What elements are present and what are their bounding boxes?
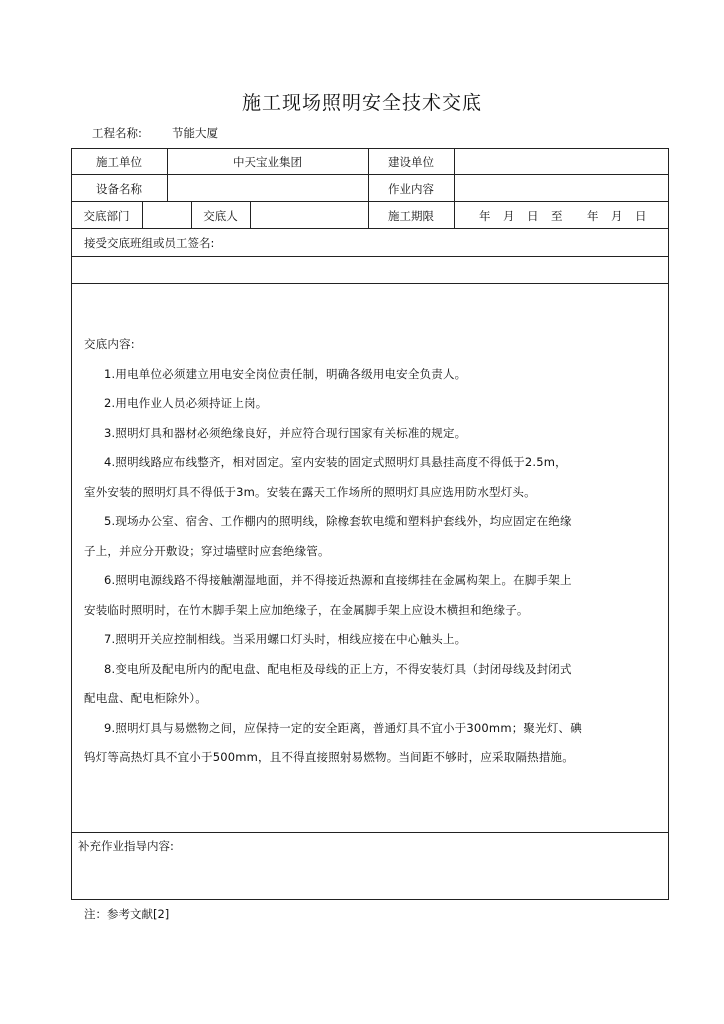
construction-unit-value: 中天宝业集团 [233, 155, 302, 169]
content-line: 1.用电单位必须建立用电安全岗位责任制，明确各级用电安全负责人。 [104, 366, 467, 381]
project-name-value: 节能大厦 [172, 126, 218, 140]
period-month-end: 月 [611, 209, 623, 223]
col-divider [454, 148, 455, 228]
content-line: 2.用电作业人员必须持证上岗。 [104, 396, 268, 410]
col-divider [142, 201, 143, 228]
supplement-label: 补充作业指导内容: [78, 839, 174, 853]
reference-note: 注：参考文献[2] [84, 907, 170, 921]
project-name-label: 工程名称: [92, 126, 142, 140]
period-month-start: 月 [503, 209, 515, 223]
content-line: 7.照明开关应控制相线。当采用螺口灯头时，相线应接在中心触头上。 [104, 632, 467, 646]
owner-unit-label: 建设单位 [388, 155, 434, 169]
handover-person-label: 交底人 [203, 209, 238, 223]
content-line: 室外安装的照明灯具不得低于3m。安装在露天工作场所的照明灯具应选用防水型灯头。 [84, 484, 536, 499]
construction-period-label: 施工期限 [388, 209, 434, 223]
signature-label: 接受交底班组或员工签名: [84, 236, 215, 250]
equipment-name-label: 设备名称 [96, 182, 142, 196]
row-divider [71, 832, 669, 833]
row-divider [71, 256, 669, 257]
period-to: 至 [551, 209, 563, 223]
col-divider [250, 201, 251, 228]
content-line: 钨灯等高热灯具不宜小于500mm，且不得直接照射易燃物。当间距不够时，应采取隔热措施。 [84, 750, 574, 764]
row-divider [71, 228, 669, 229]
row-divider [71, 201, 669, 202]
handover-content [84, 338, 644, 781]
content-line: 配电盘、配电柜除外）。 [84, 691, 207, 705]
content-line: 安装临时照明时，在竹木脚手架上应加绝缘子，在金属脚手架上应设木横担和绝缘子。 [84, 602, 529, 617]
content-lines [84, 368, 644, 781]
content-line: 3.照明灯具和器材必须绝缘良好，并应符合现行国家有关标准的规定。 [104, 425, 467, 440]
row-divider [71, 283, 669, 284]
work-content-label: 作业内容 [388, 182, 434, 196]
content-line: 9.照明灯具与易燃物之间，应保持一定的安全距离，普通灯具不宜小于300mm；聚光灯、碘 [104, 720, 582, 735]
row-divider [71, 174, 669, 175]
document-title: 施工现场照明安全技术交底 [241, 92, 482, 114]
content-line: 4.照明线路应布线整齐，相对固定。室内安装的固定式照明灯具悬挂高度不得低于2.5m， [104, 455, 567, 469]
handover-dept-label: 交底部门 [83, 209, 130, 223]
content-heading: 交底内容: [84, 337, 135, 351]
period-year-end: 年 [587, 209, 599, 223]
content-line: 8.变电所及配电所内的配电盘、配电柜及母线的正上方，不得安装灯具（封闭母线及封闭式 [104, 661, 572, 676]
period-year-start: 年 [479, 209, 491, 223]
content-line: 6.照明电源线路不得接触潮湿地面，并不得接近热源和直接绑挂在金属构架上。在脚手架上 [104, 573, 572, 587]
period-day-end: 日 [635, 209, 647, 223]
content-line: 子上，并应分开敷设；穿过墙壁时应套绝缘管。 [84, 543, 330, 558]
construction-unit-label: 施工单位 [96, 155, 142, 169]
content-line: 5.现场办公室、宿舍、工作棚内的照明线，除橡套软电缆和塑料护套线外，均应固定在绝缘 [104, 514, 572, 528]
period-day-start: 日 [527, 209, 539, 223]
